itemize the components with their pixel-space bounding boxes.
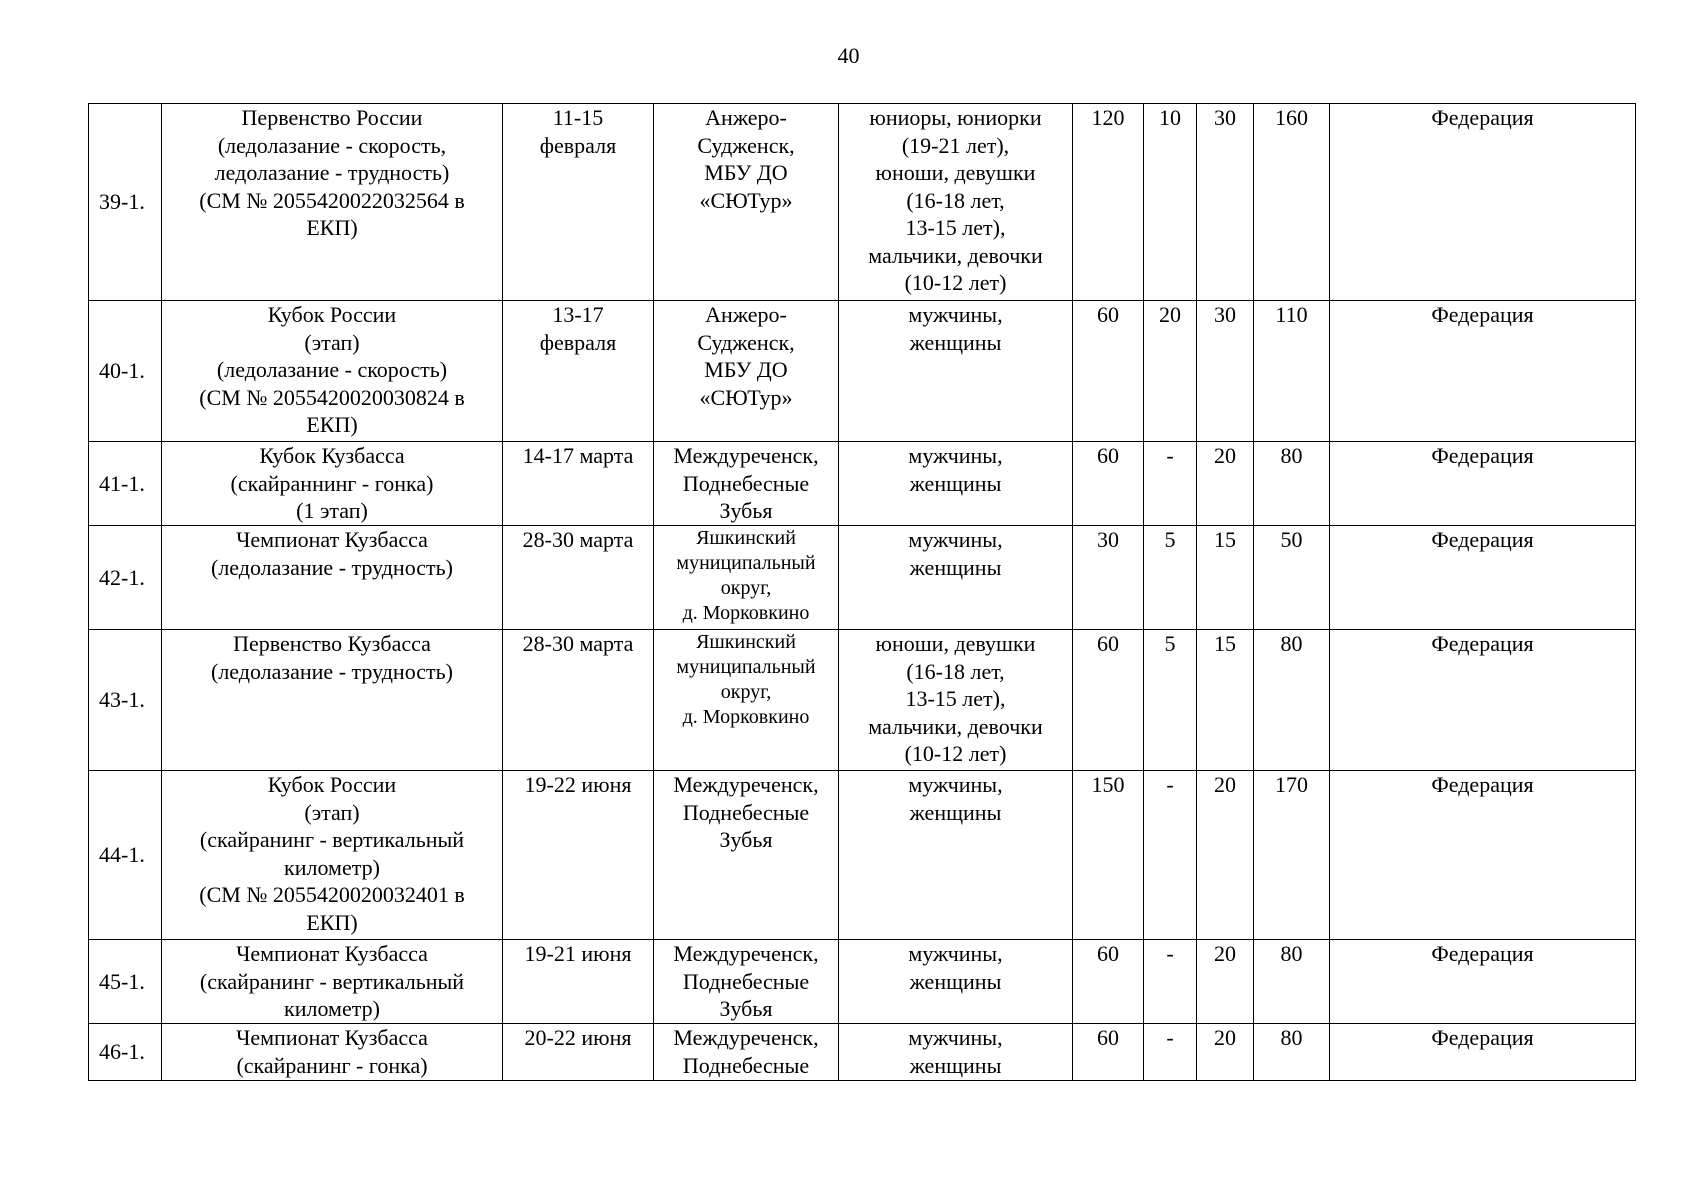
table-row [89,442,1636,526]
table-row [89,1024,1636,1081]
count-total: 110 [1254,301,1330,442]
event-location: Анжеро- Судженск, МБУ ДО «СЮТур» [654,301,839,442]
organizer: Федерация [1330,630,1636,771]
row-number: 44-1. [89,771,162,940]
table-row [89,630,1636,771]
event-location: Междуреченск, Поднебесные Зубья [654,940,839,1024]
event-name: Кубок Кузбасса (скайраннинг - гонка) (1 этап) [162,442,503,526]
count-1: 120 [1073,104,1144,301]
table-row [89,301,1636,442]
event-participants: мужчины, женщины [839,301,1073,442]
row-number: 42-1. [89,526,162,630]
event-dates: 11-15 февраля [503,104,654,301]
count-total: 80 [1254,442,1330,526]
event-location: Анжеро- Судженск, МБУ ДО «СЮТур» [654,104,839,301]
count-1: 60 [1073,442,1144,526]
count-2: 20 [1144,301,1197,442]
event-participants: юноши, девушки (16-18 лет, 13-15 лет), мальчики, девочки (10-12 лет) [839,630,1073,771]
count-2: - [1144,940,1197,1024]
event-participants: мужчины, женщины [839,940,1073,1024]
event-name: Кубок России (этап) (ледолазание - скорость) (СМ № 2055420020030824 в ЕКП) [162,301,503,442]
count-2: 10 [1144,104,1197,301]
count-1: 60 [1073,630,1144,771]
count-3: 20 [1197,771,1254,940]
count-2: 5 [1144,526,1197,630]
organizer: Федерация [1330,1024,1636,1081]
event-location: Междуреченск, Поднебесные Зубья [654,442,839,526]
event-participants: мужчины, женщины [839,442,1073,526]
event-name: Чемпионат Кузбасса (скайранинг - гонка) [162,1024,503,1081]
event-participants: мужчины, женщины [839,1024,1073,1081]
row-number: 41-1. [89,442,162,526]
event-location: Яшкинский муниципальный округ, д. Морковкино [654,630,839,771]
count-2: - [1144,1024,1197,1081]
events-table [88,103,1636,1081]
event-participants: мужчины, женщины [839,526,1073,630]
event-dates: 14-17 марта [503,442,654,526]
event-name: Чемпионат Кузбасса (скайранинг - вертикальный километр) [162,940,503,1024]
count-1: 60 [1073,940,1144,1024]
event-name: Кубок России (этап) (скайранинг - вертикальный километр) (СМ № 2055420020032401 в ЕКП) [162,771,503,940]
row-number: 40-1. [89,301,162,442]
event-dates: 13-17 февраля [503,301,654,442]
event-participants: юниоры, юниорки (19-21 лет), юноши, девушки (16-18 лет, 13-15 лет), мальчики, девочки (10-12 лет) [839,104,1073,301]
organizer: Федерация [1330,104,1636,301]
table-row [89,526,1636,630]
table-row [89,940,1636,1024]
event-location: Междуреченск, Поднебесные Зубья [654,771,839,940]
event-name: Первенство Кузбасса (ледолазание - трудность) [162,630,503,771]
organizer: Федерация [1330,771,1636,940]
organizer: Федерация [1330,940,1636,1024]
count-total: 80 [1254,1024,1330,1081]
count-2: - [1144,442,1197,526]
row-number: 46-1. [89,1024,162,1081]
event-name: Чемпионат Кузбасса (ледолазание - трудность) [162,526,503,630]
count-1: 30 [1073,526,1144,630]
row-number: 45-1. [89,940,162,1024]
event-dates: 19-22 июня [503,771,654,940]
count-1: 150 [1073,771,1144,940]
count-3: 15 [1197,526,1254,630]
event-dates: 19-21 июня [503,940,654,1024]
count-3: 20 [1197,1024,1254,1081]
count-3: 20 [1197,442,1254,526]
table-row [89,104,1636,301]
event-participants: мужчины, женщины [839,771,1073,940]
count-3: 15 [1197,630,1254,771]
organizer: Федерация [1330,526,1636,630]
event-dates: 20-22 июня [503,1024,654,1081]
count-1: 60 [1073,301,1144,442]
count-3: 20 [1197,940,1254,1024]
organizer: Федерация [1330,442,1636,526]
table-row [89,771,1636,940]
count-2: 5 [1144,630,1197,771]
event-location: Яшкинский муниципальный округ, д. Морковкино [654,526,839,630]
event-dates: 28-30 марта [503,526,654,630]
event-name: Первенство России (ледолазание - скорость, ледолазание - трудность) (СМ № 2055420022032564 в ЕКП) [162,104,503,301]
count-1: 60 [1073,1024,1144,1081]
page-number: 40 [837,43,860,68]
count-3: 30 [1197,104,1254,301]
row-number: 39-1. [89,104,162,301]
event-location: Междуреченск, Поднебесные [654,1024,839,1081]
count-2: - [1144,771,1197,940]
organizer: Федерация [1330,301,1636,442]
count-total: 160 [1254,104,1330,301]
row-number: 43-1. [89,630,162,771]
count-total: 80 [1254,630,1330,771]
count-total: 170 [1254,771,1330,940]
event-dates: 28-30 марта [503,630,654,771]
count-total: 80 [1254,940,1330,1024]
count-total: 50 [1254,526,1330,630]
count-3: 30 [1197,301,1254,442]
